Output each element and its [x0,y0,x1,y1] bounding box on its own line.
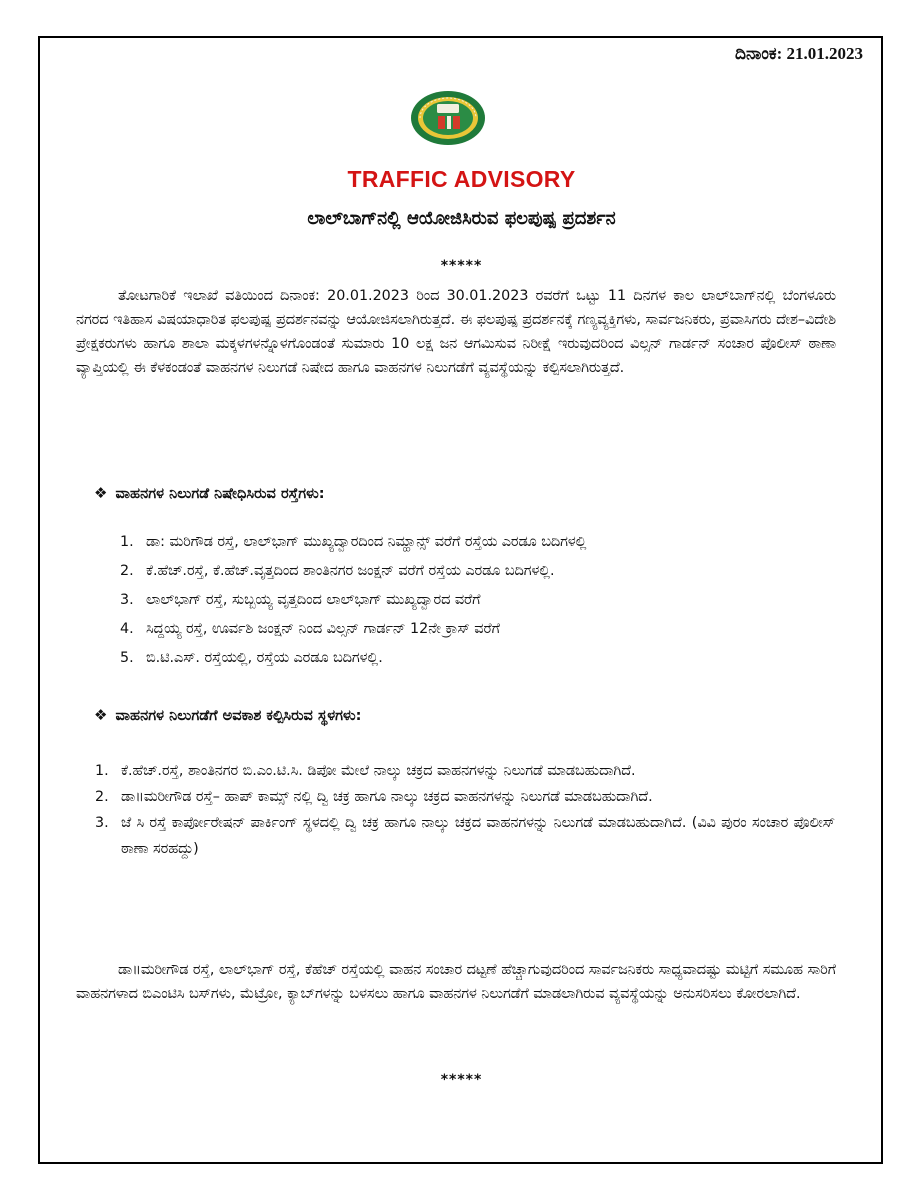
document-date: ದಿನಾಂಕ: 21.01.2023 [734,44,863,63]
closing-paragraph: ಡಾ॥ಮರೀಗೌಡ ರಸ್ತೆ, ಲಾಲ್‌ಭಾಗ್ ರಸ್ತೆ, ಕೆಹೆಚ್ ರಸ್ತೆಯಲ್ಲಿ ವಾಹನ ಸಂಚಾರ ದಟ್ಟಣೆ ಹೆಚ್ಚಾಗುವುದರಿಂದ ಸಾರ್ವಜನಿಕರು ಸಾಧ್ಯವಾದಷ್ಟು ಮಟ್ಟಿಗೆ ಸಮೂಹ ಸಾರಿಗೆ ವಾಹನಗಳಾದ ಬಿಎಂಟಿಸಿ ಬಸ್‌ಗಳು, ಮೆಟ್ರೋ, ಕ್ಯಾಬ್‌ಗಳನ್ನು ಬಳಸಲು ಹಾಗೂ ವಾಹನಗಳ ನಿಲುಗಡೆಗೆ ಮಾಡಲಾಗಿರುವ ವ್ಯವಸ್ಥೆಯನ್ನು ಅನುಸರಿಸಲು ಕೋರಲಾಗಿದೆ. [76,962,836,1002]
traffic-police-logo [410,90,486,146]
intro-paragraph: ತೋಟಗಾರಿಕೆ ಇಲಾಖೆ ವತಿಯಿಂದ ದಿನಾಂಕ: 20.01.2023 ರಿಂದ 30.01.2023 ರವರೆಗೆ ಒಟ್ಟು 11 ದಿನಗಳ ಕಾಲ ಲಾಲ್‌ಬಾಗ್‌ನಲ್ಲಿ ಬೆಂಗಳೂರು ನಗರದ ಇತಿಹಾಸ ವಿಷಯಾಧಾರಿತ ಫಲಪುಷ್ಪ ಪ್ರದರ್ಶನವನ್ನು ಆಯೋಜಿಸಲಾಗಿರುತ್ತದೆ. ಈ ಫಲಪುಷ್ಪ ಪ್ರದರ್ಶನಕ್ಕೆ ಗಣ್ಯವ್ಯಕ್ತಿಗಳು, ಸಾರ್ವಜನಿಕರು, ಪ್ರವಾಸಿಗರು ದೇಶ–ವಿದೇಶಿ ಪ್ರೇಕ್ಷಕರುಗಳು ಹಾಗೂ ಶಾಲಾ ಮಕ್ಕಳಗಳನ್ನೊಳಗೊಂಡಂತೆ ಸುಮಾರು 10 ಲಕ್ಷ ಜನ ಆಗಮಿಸುವ ನಿರೀಕ್ಷೆ ಇರುವುದರಿಂದ ವಿಲ್ಸನ್ ಗಾರ್ಡನ್ ಸಂಚಾರ ಪೊಲೀಸ್ ಠಾಣಾ ವ್ಯಾಪ್ತಿಯಲ್ಲಿ ಈ ಕೆಳಕಂಡಂತೆ ವಾಹನಗಳ ನಿಲುಗಡೆ ನಿಷೇದ ಹಾಗೂ ವಾಹನಗಳ ನಿಲುಗಡೆಗೆ ವ್ಯವಸ್ಥೆಯನ್ನು ಕಲ್ಪಿಸಲಾಗಿರುತ್ತದೆ. [76,288,836,376]
separator-stars: ***** [440,258,483,274]
no-parking-roads-list [120,528,840,673]
advisory-subtitle: ಲಾಲ್‌ಬಾಗ್‌ನಲ್ಲಿ ಆಯೋಜಿಸಿರುವ ಫಲಪುಷ್ಪ ಪ್ರದರ್ಶನ [307,208,616,229]
list-item: 1. ಡಾ: ಮರಿಗೌಡ ರಸ್ತೆ, ಲಾಲ್‌ಭಾಗ್ ಮುಖ್ಯದ್ವಾರದಿಂದ ನಿಮ್ಹಾನ್ಸ್ ವರೆಗೆ ರಸ್ತೆಯ ಎರಡೂ ಬದಿಗಳಲ್ಲಿ [120,534,587,550]
list-item: 3. ಲಾಲ್‌ಭಾಗ್ ರಸ್ತೆ, ಸುಬ್ಬಯ್ಯ ವೃತ್ತದಿಂದ ಲಾಲ್‌ಭಾಗ್ ಮುಖ್ಯದ್ವಾರದ ವರೆಗೆ [120,592,481,608]
list-item: 1. ಕೆ.ಹೆಚ್.ರಸ್ತೆ, ಶಾಂತಿನಗರ ಬಿ.ಎಂ.ಟಿ.ಸಿ. ಡಿಪೋ ಮೇಲೆ ನಾಲ್ಕು ಚಕ್ರದ ವಾಹನಗಳನ್ನು ನಿಲುಗಡೆ ಮಾಡಬಹುದಾಗಿದೆ. [95,763,636,779]
list-item: 2. ಕೆ.ಹೆಚ್.ರಸ್ತೆ, ಕೆ.ಹೆಚ್.ವೃತ್ತದಿಂದ ಶಾಂತಿನಗರ ಜಂಕ್ಷನ್ ವರೆಗೆ ರಸ್ತೆಯ ಎರಡೂ ಬದಿಗಳಲ್ಲಿ. [120,563,555,579]
list-item: 5. ಬಿ.ಟಿ.ಎಸ್. ರಸ್ತೆಯಲ್ಲಿ, ರಸ್ತೆಯ ಎರಡೂ ಬದಿಗಳಲ್ಲಿ. [120,650,383,666]
parking-places-heading [94,706,361,724]
advisory-title: TRAFFIC ADVISORY [347,166,576,192]
parking-places-heading-text: ವಾಹನಗಳ ನಿಲುಗಡೆಗೆ ಅವಕಾಶ ಕಲ್ಪಿಸಿರುವ ಸ್ಥಳಗಳು: [115,707,362,724]
diamond-bullet-icon: ❖ [94,484,108,502]
list-item: 4. ಸಿದ್ದಯ್ಯ ರಸ್ತೆ, ಊರ್ವಶಿ ಜಂಕ್ಷನ್ ನಿಂದ ವಿಲ್ಸನ್ ಗಾರ್ಡನ್ 12ನೇ ಕ್ರಾಸ್ ವರೆಗೆ [120,621,500,637]
list-item: 2. ಡಾ॥ಮರೀಗೌಡ ರಸ್ತೆ– ಹಾಪ್ ಕಾಮ್ಸ್ ನಲ್ಲಿ ದ್ವಿ ಚಕ್ರ ಹಾಗೂ ನಾಲ್ಕು ಚಕ್ರದ ವಾಹನಗಳನ್ನು ನಿಲುಗಡೆ ಮಾಡಬಹುದಾಗಿದೆ. [95,789,653,805]
diamond-bullet-icon: ❖ [94,706,108,724]
no-parking-heading-text: ವಾಹನಗಳ ನಿಲುಗಡೆ ನಿಷೇಧಿಸಿರುವ ರಸ್ತೆಗಳು: [115,485,325,502]
parking-places-list [95,758,835,862]
no-parking-heading [94,484,325,502]
end-stars: ***** [440,1072,483,1088]
list-item: 3. ಜೆ ಸಿ ರಸ್ತೆ ಕಾರ್ಪೋರೇಷನ್ ಪಾರ್ಕಿಂಗ್ ಸ್ಥಳದಲ್ಲಿ ದ್ವಿ ಚಕ್ರ ಹಾಗೂ ನಾಲ್ಕು ಚಕ್ರದ ವಾಹನಗಳನ್ನು ನಿಲುಗಡೆ ಮಾಡಬಹುದಾಗಿದೆ. (ವಿವಿ ಪುರಂ ಸಂಚಾರ ಪೊಲೀಸ್ ಠಾಣಾ ಸರಹದ್ದು) [95,815,835,857]
